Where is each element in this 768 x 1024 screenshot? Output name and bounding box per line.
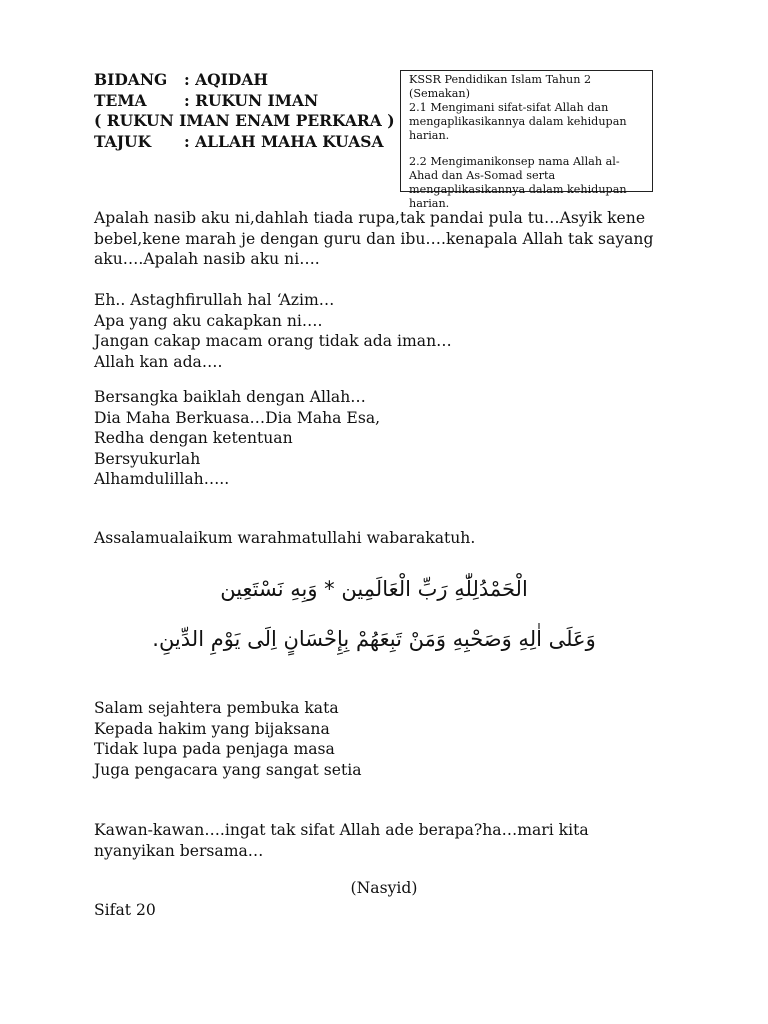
stanza-2 (94, 387, 654, 490)
syllabus-item-1: 2.1 Mengimani sifat-sifat Allah dan mengaplikasikannya dalam kehidupan harian. (409, 101, 627, 142)
nasyid-label: (Nasyid) (350, 879, 418, 897)
bidang-label: BIDANG (94, 70, 168, 89)
bidang-value: : AQIDAH (184, 70, 269, 89)
stanza-2-line: Bersangka baiklah dengan Allah… (94, 388, 366, 406)
tema-label: TEMA (94, 90, 147, 110)
stanza-2-line: Bersyukurlah (94, 449, 201, 468)
tema-value: : RUKUN IMAN (184, 90, 319, 110)
stanza-1-line: Jangan cakap macam orang tidak ada iman… (94, 332, 452, 350)
pantun-line: Kepada hakim yang bijaksana (94, 719, 330, 738)
intro-paragraph (94, 208, 654, 270)
stanza-2-line: Dia Maha Berkuasa…Dia Maha Esa, (94, 408, 381, 427)
stanza-2-line: Alhamdulillah….. (94, 470, 230, 488)
stanza-1 (94, 290, 654, 372)
pantun-line: Juga pengacara yang sangat setia (94, 760, 362, 779)
header-subtitle: ( RUKUN IMAN ENAM PERKARA ) (94, 111, 395, 130)
tema-row (94, 91, 395, 112)
invitation (94, 820, 654, 861)
tajuk-label: TAJUK (94, 131, 152, 151)
tajuk-value: : ALLAH MAHA KUASA (184, 131, 384, 151)
arabic-line-2: وَعَلَى اٰلِهِ وَصَحْبِهِ وَمَنْ تَبِعَهُمْ بِإِحْسَانٍ اِلَى يَوْمِ الدِّينِ. (152, 627, 596, 651)
pantun (94, 698, 654, 780)
pantun-line: Tidak lupa pada penjaga masa (94, 740, 335, 758)
stanza-1-line: Apa yang aku cakapkan ni…. (94, 311, 323, 330)
pantun-line: Salam sejahtera pembuka kata (94, 699, 339, 717)
greeting (94, 528, 654, 549)
intro-text: Apalah nasib aku ni,dahlah tiada rupa,tak pandai pula tu…Asyik kene bebel,kene marah je dengan guru dan ibu….kenapala Allah tak sayang aku….Apalah nasib aku ni…. (94, 209, 654, 268)
stanza-1-line: Allah kan ada…. (94, 352, 223, 371)
tajuk-row (94, 132, 395, 153)
document-header (94, 70, 395, 152)
syllabus-item-2: 2.2 Mengimanikonsep nama Allah al-Ahad dan As-Somad serta mengaplikasikannya dalam kehidupan harian. (409, 155, 627, 210)
bidang-row (94, 70, 395, 91)
syllabus-title: KSSR Pendidikan Islam Tahun 2 (Semakan) (409, 73, 592, 100)
invitation-text: Kawan-kawan….ingat tak sifat Allah ade berapa?ha…mari kita nyanyikan bersama… (94, 821, 589, 860)
stanza-2-line: Redha dengan ketentuan (94, 429, 293, 447)
greeting-text: Assalamualaikum warahmatullahi wabarakatuh. (94, 529, 476, 547)
syllabus-box (400, 70, 653, 210)
arabic-line-1: الْحَمْدُلِلّٰهِ رَبِّ الْعَالَمِين * وَبِهِ نَسْتَعِين (220, 577, 528, 601)
sifat-label: Sifat 20 (94, 901, 156, 919)
stanza-1-line: Eh.. Astaghfirullah hal ‘Azim… (94, 291, 335, 309)
